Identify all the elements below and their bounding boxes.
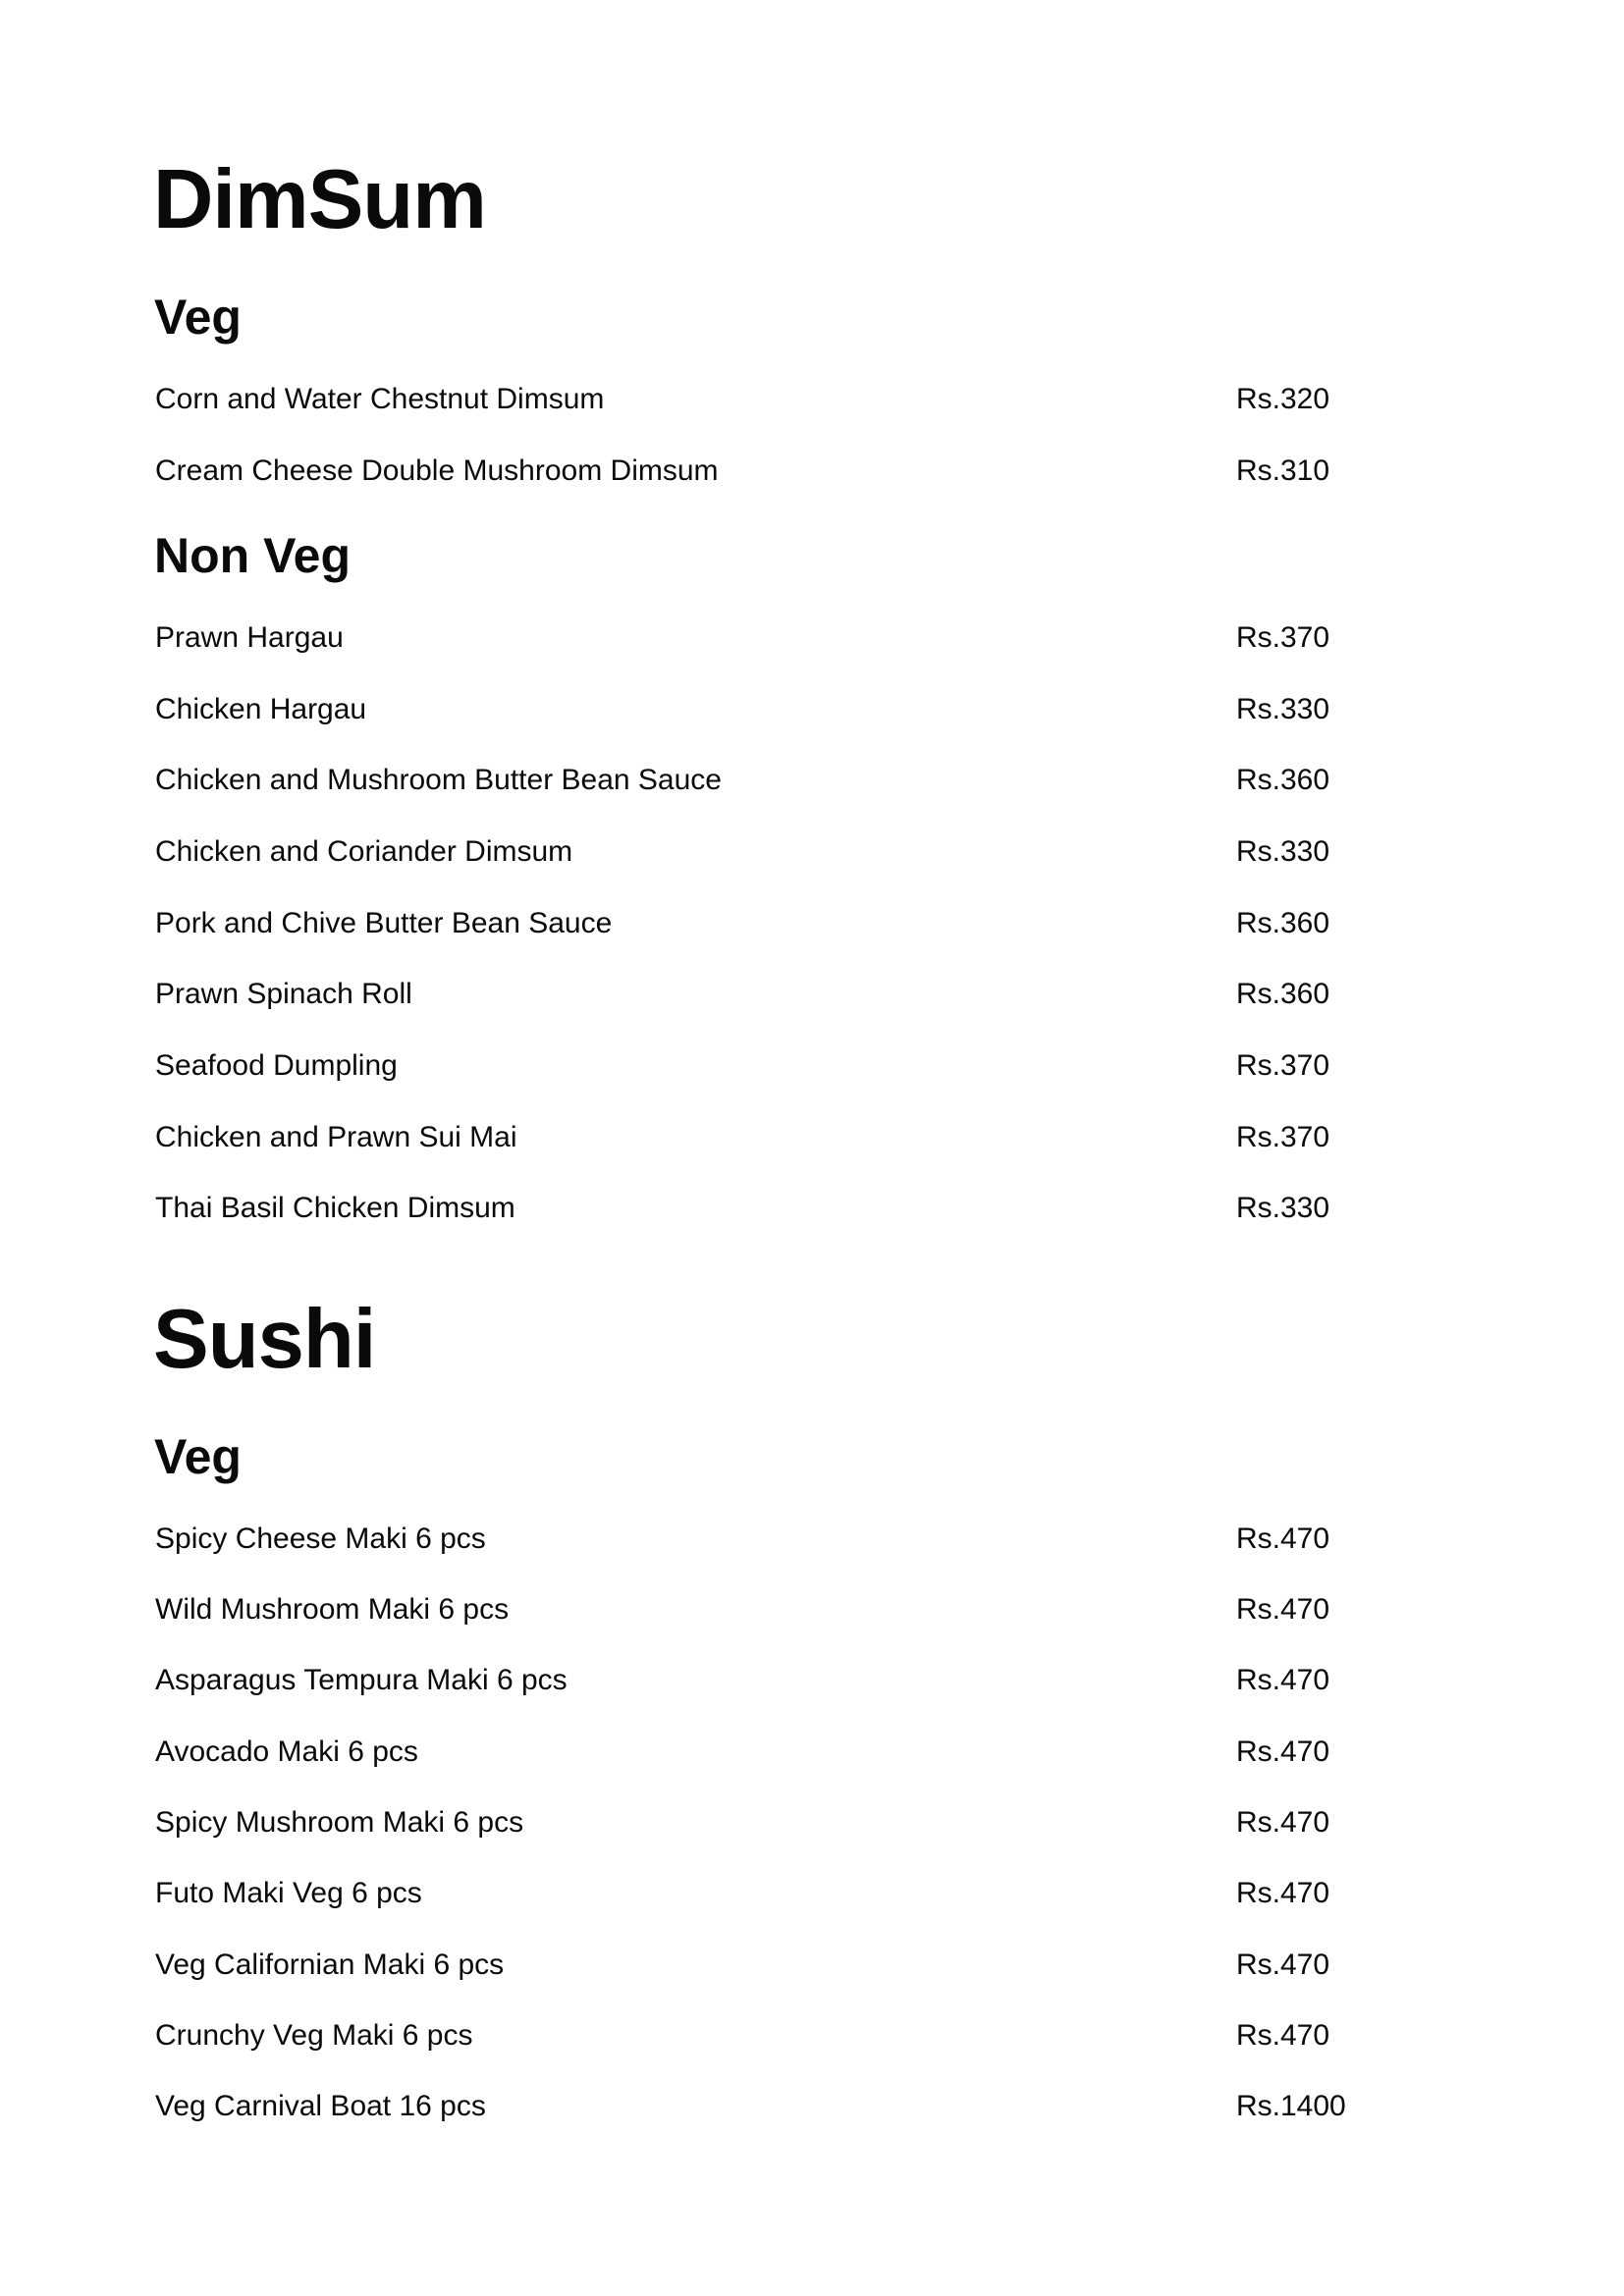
- menu-item-price: Rs.360: [1236, 764, 1330, 797]
- group-title-dimsum-non-veg: Non Veg: [154, 527, 352, 583]
- group-title-dimsum-veg: Veg: [154, 289, 242, 345]
- menu-item-price: Rs.470: [1236, 1593, 1330, 1627]
- menu-item-price: Rs.370: [1236, 1049, 1330, 1083]
- menu-item-price: Rs.470: [1236, 1735, 1330, 1768]
- menu-item-name: Veg Carnival Boat 16 pcs: [155, 2090, 486, 2123]
- menu-item-price: Rs.320: [1236, 382, 1330, 415]
- group-title-sushi-veg: Veg: [154, 1428, 242, 1484]
- menu-item-name: Avocado Maki 6 pcs: [155, 1735, 418, 1768]
- section-title-dimsum: DimSum: [153, 153, 486, 247]
- menu-item-name: Spicy Cheese Maki 6 pcs: [155, 1522, 486, 1555]
- menu-item-name: Veg Californian Maki 6 pcs: [155, 1948, 505, 1981]
- menu-item-name: Thai Basil Chicken Dimsum: [155, 1192, 515, 1225]
- menu-item-name: Crunchy Veg Maki 6 pcs: [155, 2018, 473, 2052]
- menu-item-name: Pork and Chive Butter Bean Sauce: [155, 906, 613, 939]
- menu-item-price: Rs.310: [1236, 454, 1330, 487]
- menu-item-name: Prawn Spinach Roll: [155, 978, 412, 1011]
- menu-item-price: Rs.370: [1236, 1120, 1330, 1153]
- menu-item-price: Rs.470: [1236, 1664, 1330, 1697]
- menu-item-name: Wild Mushroom Maki 6 pcs: [155, 1593, 510, 1627]
- menu-item-price: Rs.470: [1236, 1877, 1330, 1910]
- menu-item-name: Asparagus Tempura Maki 6 pcs: [155, 1664, 568, 1697]
- menu-item-name: Prawn Hargau: [155, 620, 344, 654]
- menu-item-price: Rs.470: [1236, 1948, 1330, 1981]
- menu-item-name: Cream Cheese Double Mushroom Dimsum: [155, 454, 719, 487]
- menu-item-name: Chicken Hargau: [155, 692, 367, 725]
- section-title-sushi: Sushi: [153, 1293, 376, 1387]
- menu-item-price: Rs.330: [1236, 1192, 1330, 1225]
- menu-item-price: Rs.330: [1236, 834, 1330, 868]
- menu-item-name: Chicken and Mushroom Butter Bean Sauce: [155, 764, 722, 797]
- menu-item-price: Rs.360: [1236, 906, 1330, 939]
- menu-item-price: Rs.360: [1236, 978, 1330, 1011]
- menu-item-price: Rs.470: [1236, 1522, 1330, 1555]
- menu-item-name: Chicken and Coriander Dimsum: [155, 834, 573, 868]
- menu-item-name: Seafood Dumpling: [155, 1049, 398, 1083]
- menu-item-price: Rs.1400: [1236, 2090, 1346, 2123]
- menu-item-name: Chicken and Prawn Sui Mai: [155, 1120, 517, 1153]
- menu-item-price: Rs.470: [1236, 2018, 1330, 2052]
- menu-item-price: Rs.470: [1236, 1806, 1330, 1840]
- menu-item-price: Rs.330: [1236, 692, 1330, 725]
- menu-item-name: Spicy Mushroom Maki 6 pcs: [155, 1806, 524, 1840]
- menu-item-name: Futo Maki Veg 6 pcs: [155, 1877, 422, 1910]
- menu-item-name: Corn and Water Chestnut Dimsum: [155, 382, 605, 415]
- menu-item-price: Rs.370: [1236, 620, 1330, 654]
